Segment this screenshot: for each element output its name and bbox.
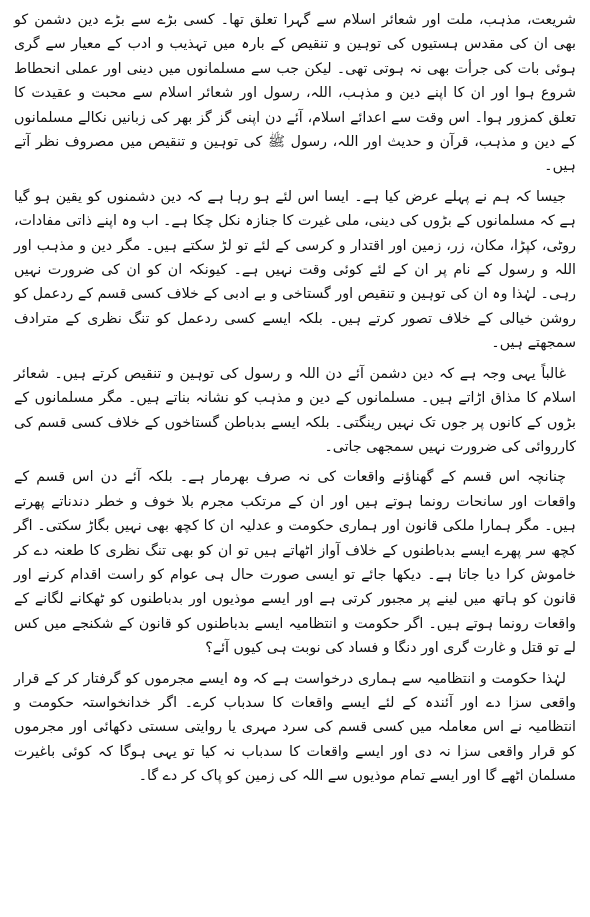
paragraph-1: شریعت، مذہب، ملت اور شعائر اسلام سے گہرا تعلق تھا۔ کسی بڑے سے بڑے دین دشمن کو بھی ان کی مقدس ہستیوں کی توہین و تنقیص کے بارہ میں تہذیب و ادب کے معیار سے گری ہوئی بات کی جرأت بھی نہ ہوتی تھی۔ لیکن جب سے مسلمانوں میں دینی اور عملی انحطاط شروع ہوا اور ان کا اپنے دین و مذہب، اللہ، رسول اور شعائر اسلام سے محبت و عقیدت کا تعلق کمزور ہوا۔ اس وقت سے اعدائے اسلام، آئے دن اپنی گز گز بھر کی زبانیں نکالے مسلمانوں کے دین و مذہب، قرآن و حدیث اور اللہ، رسول ﷺ کی توہین و تنقیص میں مصروف نظر آتے ہیں۔ (14, 12, 576, 175)
paragraph-5: لہٰذا حکومت و انتظامیہ سے ہماری درخواست ہے کہ وہ ایسے مجرموں کو گرفتار کر کے قرار واقعی سزا دے اور آئندہ کے لئے ایسے واقعات کا سدباب کرے۔ اگر خدانخواستہ حکومت و انتظامیہ نے اس معاملہ میں کسی قسم کی سرد مہری یا روایتی سستی دکھائی اور مجرموں کو قرار واقعی سزا نہ دی اور ایسے واقعات کا سدباب نہ کیا تو یہی ہوگا کہ کوئی باغیرت مسلمان اٹھے گا اور ایسے تمام موذیوں سے اللہ کی زمین کو پاک کر دے گا۔ (14, 670, 576, 785)
paragraph-4: چنانچہ اس قسم کے گھناؤنے واقعات کی نہ صرف بھرمار ہے۔ بلکہ آئے دن اس قسم کے واقعات اور سانحات رونما ہوتے ہیں اور ان کے مرتکب مجرم بلا خوف و خطر دندناتے پھرتے ہیں۔ مگر ہمارا ملکی قانون اور ہماری حکومت و عدلیہ ان کا کچھ بھی نہیں بگاڑ سکتی۔ اگر کچھ سر پھرے ایسے بدباطنوں کے خلاف آواز اٹھاتے ہیں تو ان کو بھی تنگ نظری کا طعنہ دے کر خاموش کرا دیا جاتا ہے۔ دیکھا جائے تو ایسی صورت حال ہی عوام کو راست اقدام کرنے اور قانون کو ہاتھ میں لینے پر مجبور کرتی ہے اور ایسے موذیوں اور بدباطنوں کو ٹھکانے لگانے کے واقعات رونما ہوتے ہیں۔ اگر حکومت و انتظامیہ ایسے بدباطنوں کو قانون کے شکنجے میں کس لے تو قتل و غارت گری اور دنگا و فساد کی نوبت ہی کیوں آئے؟ (14, 469, 576, 657)
paragraph-3: غالباً یہی وجہ ہے کہ دین دشمن آئے دن اللہ و رسول کی توہین و تنقیص کرتے ہیں۔ شعائر اسلام کا مذاق اڑاتے ہیں۔ مسلمانوں کے دین و مذہب کو نشانہ بناتے ہیں۔ مگر مسلمانوں کے بڑوں کے کانوں پر جوں تک نہیں رینگتی۔ بلکہ ایسے بدباطن گستاخوں کے خلاف کسی قسم کی کارروائی کی ضرورت نہیں سمجھی جاتی۔ (14, 365, 576, 455)
paragraph-2: جیسا کہ ہم نے پہلے عرض کیا ہے۔ ایسا اس لئے ہو رہا ہے کہ دین دشمنوں کو یقین ہو گیا ہے کہ مسلمانوں کے بڑوں کی دینی، ملی غیرت کا جنازہ نکل چکا ہے۔ اب وہ اپنے ذاتی مفادات، روٹی، کپڑا، مکان، زر، زمین اور اقتدار و کرسی کے لئے تو لڑ سکتے ہیں۔ مگر دین و مذہب اور اللہ و رسول کے نام پر ان کے لئے کوئی وقت نہیں ہے۔ کیونکہ ان کو ان کی ضرورت نہیں رہی۔ لہٰذا وہ ان کی توہین و تنقیص اور گستاخی و بے ادبی کے خلاف کسی قسم کے ردعمل کو روشن خیالی کے خلاف تصور کرتے ہیں۔ بلکہ ایسے کسی ردعمل کو تنگ نظری کے مترادف سمجھتے ہیں۔ (14, 188, 576, 352)
